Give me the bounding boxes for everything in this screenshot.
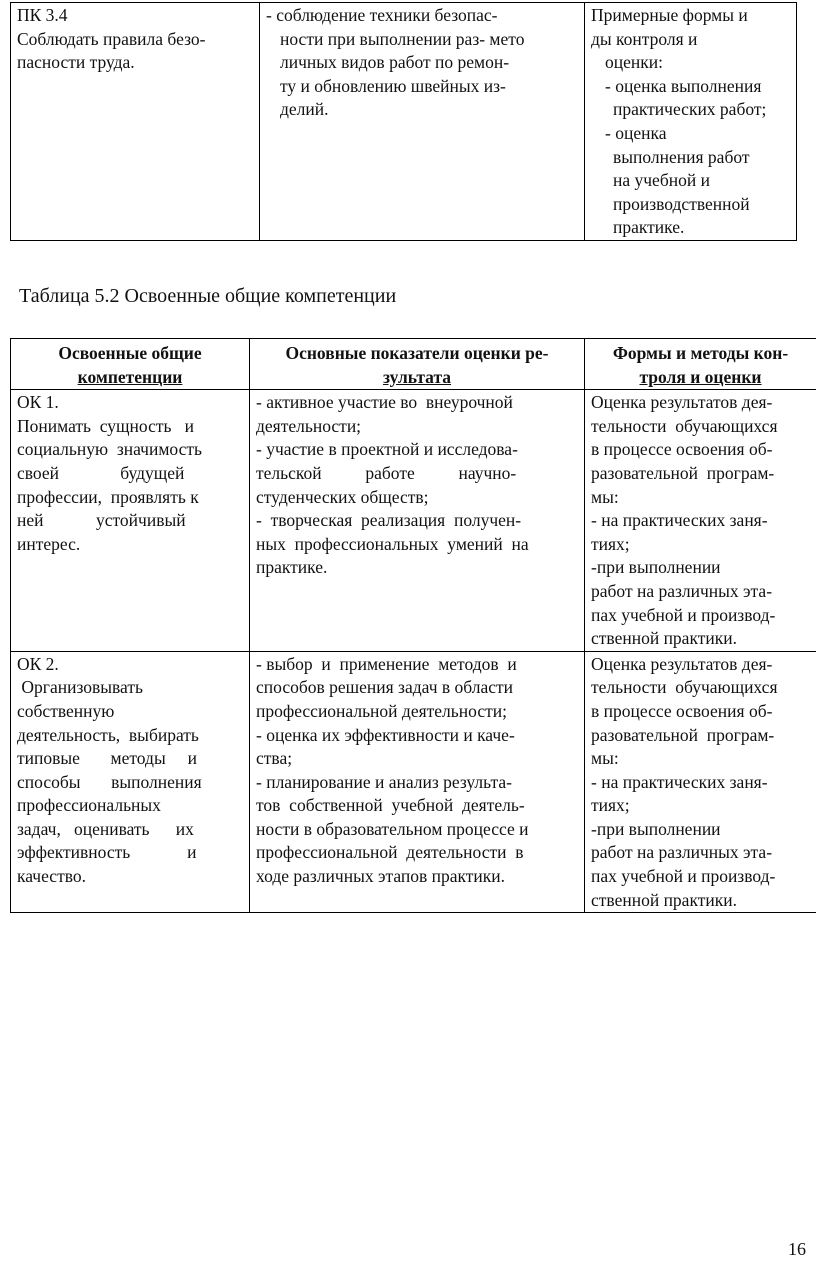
cell-line: практике. (256, 557, 328, 578)
cell-line: оценки: (605, 52, 663, 73)
cell-line: - оценка (605, 122, 667, 143)
cell-line: ственной практики. (591, 889, 737, 910)
cell-line: - оценка их эффективности и каче- (256, 724, 515, 745)
cell-line: тиях; (591, 795, 630, 816)
cell-line: на учебной и (613, 170, 710, 191)
cell-line: профессии, проявлять к (17, 486, 199, 507)
cell-line: способов решения задач в области (256, 677, 514, 698)
cell-line: ды контроля и (591, 28, 698, 49)
cell-line: типовые методы и (17, 748, 197, 769)
methods-cell (585, 390, 816, 652)
methods-cell (585, 651, 816, 913)
cell-line: личных видов работ по ремон- (280, 52, 510, 73)
column-header: Основные показатели оценки ре- зультата (250, 339, 585, 390)
cell-line: пах учебной и производ- (591, 866, 776, 887)
competency-code: ПК 3.4 (17, 5, 68, 25)
cell-line: выполнения работ (613, 146, 750, 167)
column-header: Освоенные общие компетенции (11, 339, 250, 390)
cell-line: деятельности; (256, 415, 362, 436)
cell-line: ности при выполнении раз- мето (280, 28, 525, 49)
cell-line: - соблюдение техники безопас- (266, 5, 498, 25)
cell-line: - активное участие во внеурочной (256, 392, 513, 413)
indicator-cell (260, 3, 585, 241)
cell-line: Понимать сущность и (17, 415, 194, 436)
cell-line: деятельность, выбирать (17, 724, 199, 745)
cell-line: тельности обучающихся (591, 415, 778, 436)
cell-line: собственную (17, 700, 115, 721)
cell-line: в процессе освоения об- (591, 439, 773, 460)
cell-line: работ на различных эта- (591, 580, 773, 601)
methods-cell (585, 3, 797, 241)
cell-line: профессиональной деятельности; (256, 700, 507, 721)
cell-line: Примерные формы и (591, 5, 748, 25)
cell-line: Оценка результатов дея- (591, 392, 773, 413)
cell-line: - участие в проектной и исследова- (256, 439, 518, 460)
cell-line: мы: (591, 486, 619, 507)
cell-line: эффективность и (17, 842, 197, 863)
cell-line: тельности обучающихся (591, 677, 778, 698)
cell-line: - планирование и анализ результа- (256, 771, 512, 792)
competency-cell (11, 390, 250, 652)
cell-line: ОК 1. (17, 392, 59, 413)
cell-line: ту и обновлению швейных из- (280, 75, 506, 96)
cell-line: - выбор и применение методов и (256, 653, 517, 674)
cell-line: - на практических заня- (591, 510, 768, 531)
table-row (11, 390, 816, 652)
cell-line: разовательной програм- (591, 724, 775, 745)
cell-line: ства; (256, 748, 293, 769)
cell-line: способы выполнения (17, 771, 202, 792)
cell-line: пасности труда. (17, 52, 135, 73)
competency-cell (11, 651, 250, 913)
cell-line: практике. (613, 217, 685, 238)
indicator-cell (250, 390, 585, 652)
cell-line: профессиональной деятельности в (256, 842, 524, 863)
column-header: Формы и методы кон- троля и оценки (585, 339, 816, 390)
indicator-cell (250, 651, 585, 913)
cell-line: Организовывать (17, 677, 143, 698)
cell-line: качество. (17, 866, 86, 887)
competencies-table (10, 338, 816, 913)
cell-line: задач, оценивать их (17, 818, 194, 839)
cell-line: ности в образовательном процессе и (256, 818, 529, 839)
cell-line: своей будущей (17, 462, 185, 483)
cell-line: разовательной програм- (591, 462, 775, 483)
cell-line: тельской работе научно- (256, 462, 517, 483)
cell-line: ней устойчивый (17, 510, 186, 531)
cell-line: мы: (591, 748, 619, 769)
cell-line: Оценка результатов дея- (591, 653, 773, 674)
competency-cell (11, 3, 260, 241)
cell-line: - на практических заня- (591, 771, 768, 792)
cell-line: практических работ; (613, 99, 767, 120)
top-table (10, 2, 797, 241)
table-row (11, 651, 816, 913)
cell-line: ОК 2. (17, 653, 59, 674)
cell-line: -при выполнении (591, 818, 721, 839)
cell-line: ственной практики. (591, 628, 737, 649)
cell-line: в процессе освоения об- (591, 700, 773, 721)
table-row (11, 3, 797, 241)
cell-line: делий. (280, 99, 329, 120)
cell-line: тов собственной учебной деятель- (256, 795, 525, 816)
cell-line: социальную значимость (17, 439, 202, 460)
cell-line: пах учебной и производ- (591, 604, 776, 625)
table-caption: Таблица 5.2 Освоенные общие компетенции (19, 285, 397, 307)
cell-line: ных профессиональных умений на (256, 533, 529, 554)
cell-line: - творческая реализация получен- (256, 510, 522, 531)
cell-line: производственной (613, 193, 750, 214)
cell-line: -при выполнении (591, 557, 721, 578)
page-number: 16 (788, 1239, 806, 1259)
cell-line: - оценка выполнения (605, 75, 762, 96)
cell-line: интерес. (17, 533, 81, 554)
cell-line: ходе различных этапов практики. (256, 866, 506, 887)
cell-line: профессиональных (17, 795, 161, 816)
cell-line: студенческих обществ; (256, 486, 429, 507)
cell-line: Соблюдать правила безо- (17, 28, 206, 49)
cell-line: тиях; (591, 533, 630, 554)
cell-line: работ на различных эта- (591, 842, 773, 863)
table-header-row (11, 339, 816, 390)
